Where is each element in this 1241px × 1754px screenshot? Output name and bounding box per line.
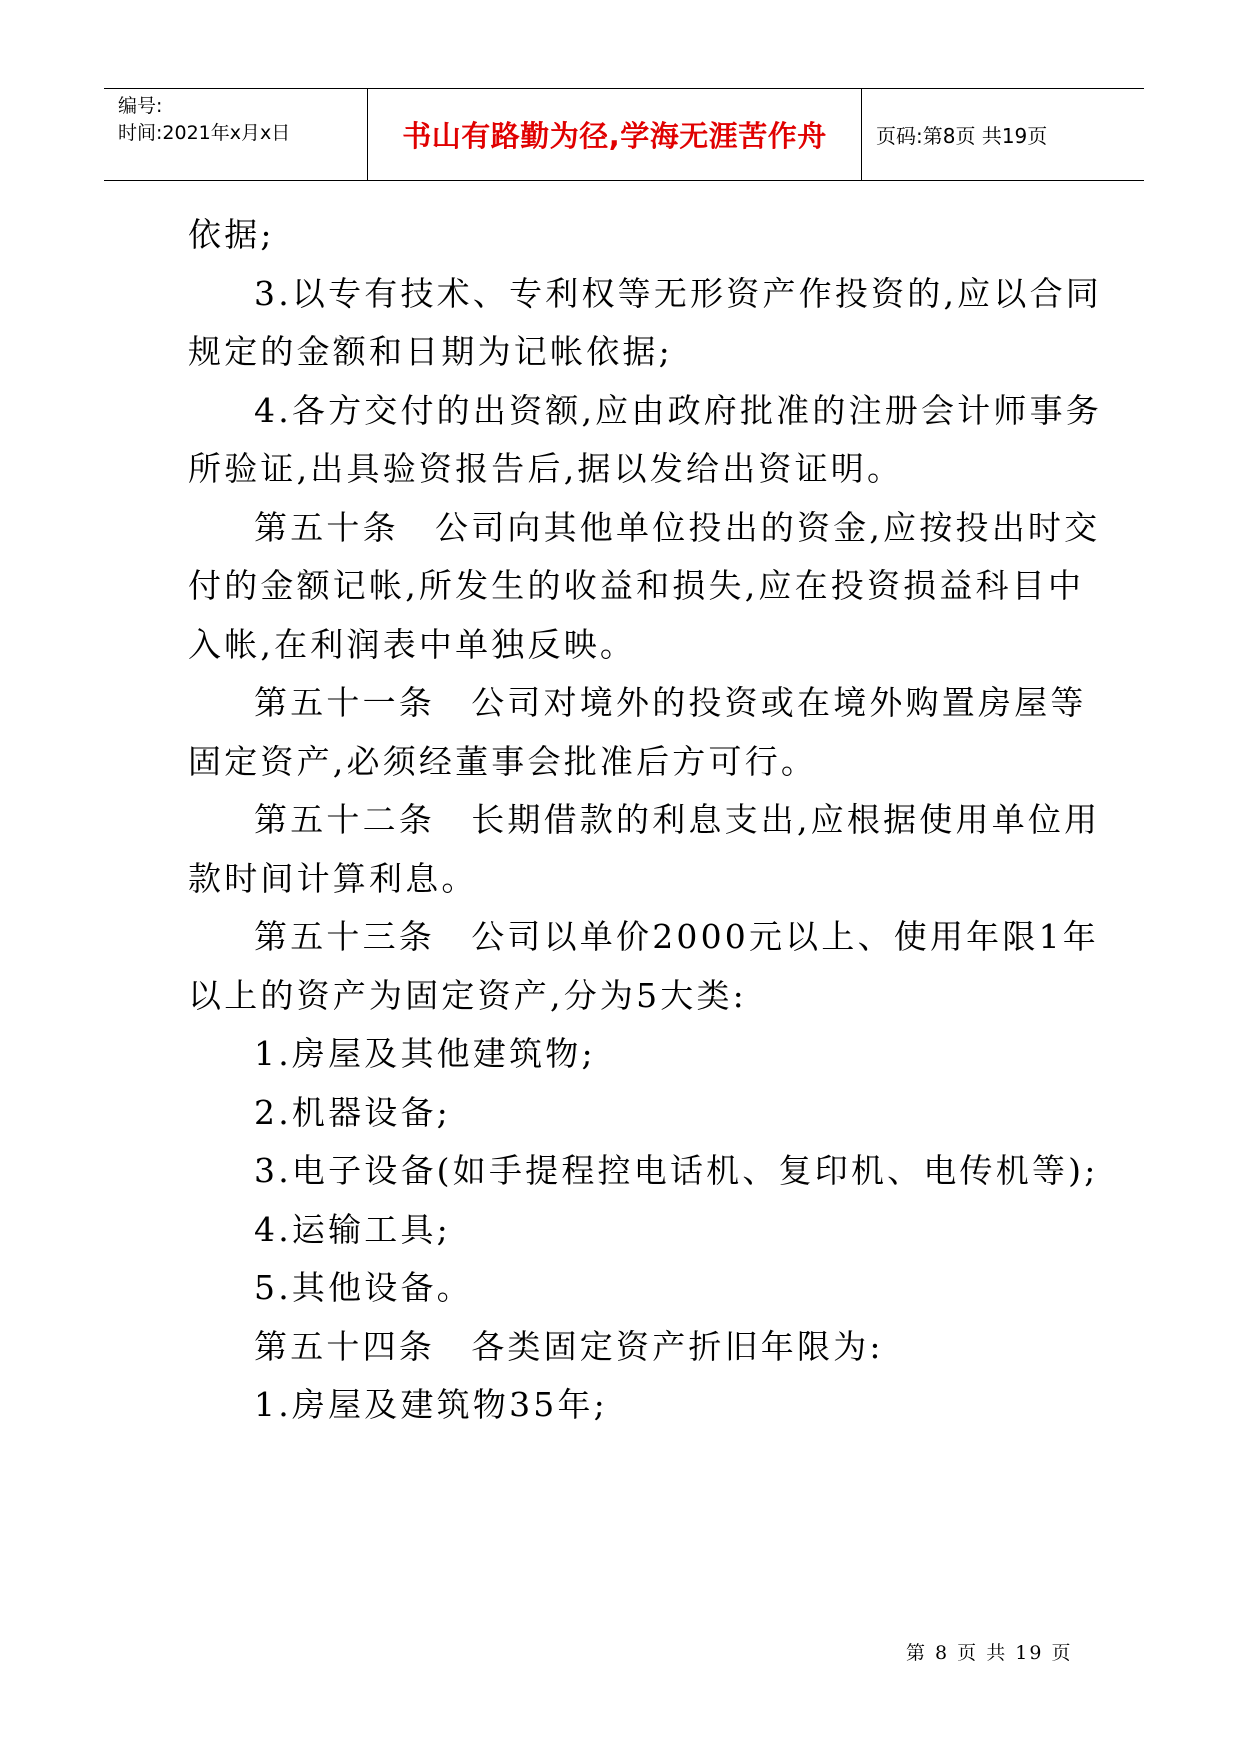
body-line: 第五十四条 各类固定资产折旧年限为:	[254, 1327, 884, 1366]
body-line: 1.房屋及建筑物35年;	[254, 1385, 608, 1424]
body-line: 入帐,在利润表中单独反映。	[188, 625, 637, 664]
body-line: 第五十一条 公司对境外的投资或在境外购置房屋等	[254, 683, 1087, 722]
body-line: 所验证,出具验资报告后,据以发给出资证明。	[188, 449, 904, 488]
body-line: 付的金额记帐,所发生的收益和损失,应在投资损益科目中	[188, 566, 1085, 605]
body-line: 款时间计算利息。	[188, 859, 478, 898]
body-line: 1.房屋及其他建筑物;	[254, 1034, 596, 1073]
body-line: 第五十条 公司向其他单位投出的资金,应按投出时交	[254, 508, 1101, 547]
body-line: 2.机器设备;	[254, 1093, 452, 1132]
document-time-label: 时间:2021年x月x日	[118, 122, 291, 144]
page-header	[104, 88, 1144, 181]
body-line: 第五十二条 长期借款的利息支出,应根据使用单位用	[254, 800, 1101, 839]
body-line: 5.其他设备。	[254, 1268, 473, 1307]
body-line: 4.各方交付的出资额,应由政府批准的注册会计师事务	[254, 391, 1102, 430]
header-page-code: 页码:第8页 共19页	[876, 124, 1048, 148]
header-meta	[104, 89, 368, 180]
document-number-label: 编号:	[118, 95, 163, 117]
header-motto-cell	[368, 89, 862, 180]
body-line: 以上的资产为固定资产,分为5大类:	[188, 976, 748, 1015]
body-line: 规定的金额和日期为记帐依据;	[188, 332, 673, 371]
body-line: 4.运输工具;	[254, 1210, 452, 1249]
body-line: 依据;	[188, 215, 275, 254]
page-footer: 第 8 页 共 19 页	[906, 1642, 1073, 1664]
body-line: 第五十三条 公司以单价2000元以上、使用年限1年	[254, 917, 1099, 956]
body-line: 固定资产,必须经董事会批准后方可行。	[188, 742, 818, 781]
header-motto: 书山有路勤为径,学海无涯苦作舟	[402, 119, 827, 153]
body-line: 3.以专有技术、专利权等无形资产作投资的,应以合同	[254, 274, 1102, 313]
body-line: 3.电子设备(如手提程控电话机、复印机、电传机等);	[254, 1151, 1099, 1190]
